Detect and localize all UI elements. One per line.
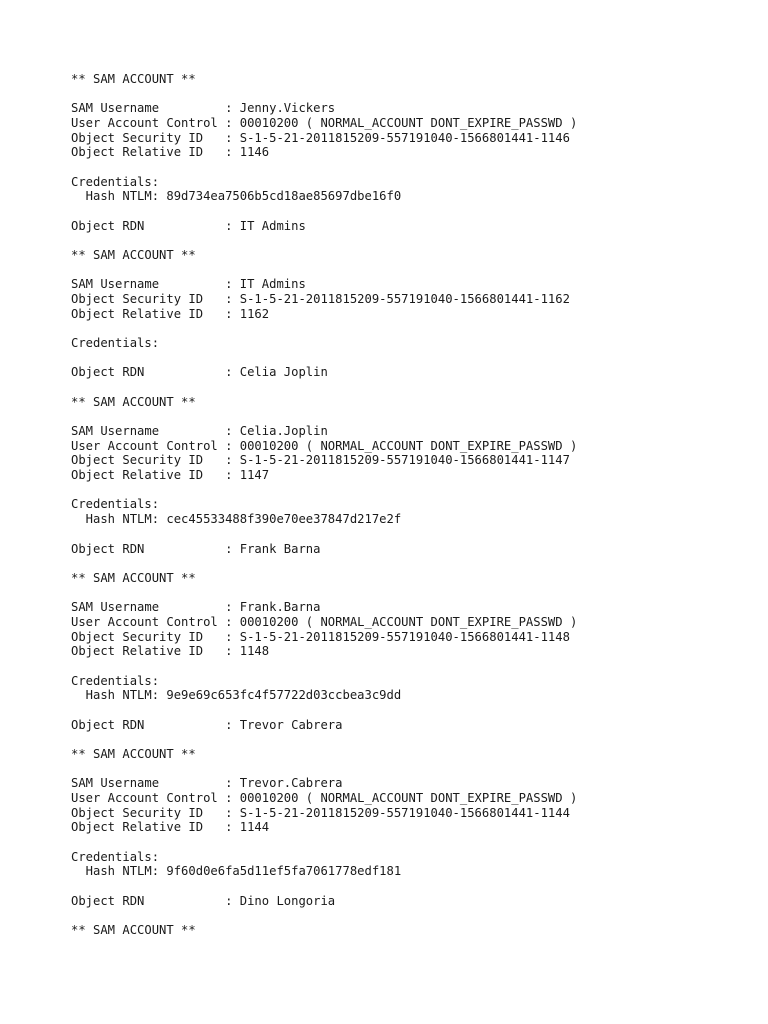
sam-account-header: ** SAM ACCOUNT **: [71, 394, 196, 409]
sam-account-header: ** SAM ACCOUNT **: [71, 248, 196, 263]
object-rdn-line: Object RDN : Dino Longoria: [71, 893, 336, 908]
sam-username-line: SAM Username : Frank.Barna: [71, 600, 321, 615]
blank-line: [71, 762, 748, 777]
object-security-id-line: Object Security ID : S-1-5-21-2011815209-557191040-1566801441-1147: [71, 453, 570, 468]
blank-line: [71, 703, 748, 718]
blank-line: [71, 351, 748, 366]
credentials-label: Credentials:: [71, 673, 160, 688]
object-relative-id-line: Object Relative ID : 1162: [71, 306, 270, 321]
ntlm-hash-line: Hash NTLM: 89d734ea7506b5cd18ae85697dbe16f0: [71, 189, 402, 204]
credentials-label: Credentials:: [71, 336, 160, 351]
object-rdn-line: Object RDN : Frank Barna: [71, 541, 321, 556]
document-body: [71, 72, 748, 938]
user-account-control-line: User Account Control : 00010200 ( NORMAL_ACCOUNT DONT_EXPIRE_PASSWD ): [71, 790, 578, 805]
user-account-control-line: User Account Control : 00010200 ( NORMAL_ACCOUNT DONT_EXPIRE_PASSWD ): [71, 116, 578, 131]
sam-account-header: ** SAM ACCOUNT **: [71, 746, 196, 761]
blank-line: [71, 556, 748, 571]
object-rdn-line: Object RDN : Trevor Cabrera: [71, 717, 343, 732]
user-account-control-line: User Account Control : 00010200 ( NORMAL_ACCOUNT DONT_EXPIRE_PASSWD ): [71, 614, 578, 629]
blank-line: [71, 87, 748, 102]
blank-line: [71, 586, 748, 601]
sam-username-line: SAM Username : Celia.Joplin: [71, 424, 328, 439]
credentials-label: Credentials:: [71, 849, 160, 864]
blank-line: [71, 732, 748, 747]
object-security-id-line: Object Security ID : S-1-5-21-2011815209-557191040-1566801441-1144: [71, 805, 570, 820]
sam-account-header: ** SAM ACCOUNT **: [71, 570, 196, 585]
sam-account-header: ** SAM ACCOUNT **: [71, 72, 196, 86]
object-relative-id-line: Object Relative ID : 1146: [71, 145, 270, 160]
blank-line: [71, 527, 748, 542]
blank-line: [71, 204, 748, 219]
ntlm-hash-line: Hash NTLM: 9e9e69c653fc4f57722d03ccbea3c9dd: [71, 688, 402, 703]
blank-line: [71, 659, 748, 674]
blank-line: [71, 233, 748, 248]
blank-line: [71, 908, 748, 923]
credentials-label: Credentials:: [71, 174, 160, 189]
credentials-label: Credentials:: [71, 497, 160, 512]
ntlm-hash-line: Hash NTLM: cec45533488f390e70ee37847d217e2f: [71, 512, 402, 527]
object-relative-id-line: Object Relative ID : 1147: [71, 468, 270, 483]
ntlm-hash-line: Hash NTLM: 9f60d0e6fa5d11ef5fa7061778edf181: [71, 864, 402, 879]
sam-username-line: SAM Username : Trevor.Cabrera: [71, 776, 343, 791]
blank-line: [71, 160, 748, 175]
object-security-id-line: Object Security ID : S-1-5-21-2011815209-557191040-1566801441-1162: [71, 292, 570, 307]
user-account-control-line: User Account Control : 00010200 ( NORMAL_ACCOUNT DONT_EXPIRE_PASSWD ): [71, 438, 578, 453]
blank-line: [71, 321, 748, 336]
blank-line: [71, 409, 748, 424]
sam-account-header: ** SAM ACCOUNT **: [71, 922, 196, 937]
object-security-id-line: Object Security ID : S-1-5-21-2011815209-557191040-1566801441-1148: [71, 629, 570, 644]
blank-line: [71, 380, 748, 395]
object-relative-id-line: Object Relative ID : 1148: [71, 644, 270, 659]
object-relative-id-line: Object Relative ID : 1144: [71, 820, 270, 835]
object-security-id-line: Object Security ID : S-1-5-21-2011815209-557191040-1566801441-1146: [71, 130, 570, 145]
object-rdn-line: Object RDN : IT Admins: [71, 218, 306, 233]
blank-line: [71, 483, 748, 498]
object-rdn-line: Object RDN : Celia Joplin: [71, 365, 328, 380]
sam-username-line: SAM Username : Jenny.Vickers: [71, 101, 336, 116]
sam-username-line: SAM Username : IT Admins: [71, 277, 306, 292]
blank-line: [71, 835, 748, 850]
blank-line: [71, 879, 748, 894]
blank-line: [71, 263, 748, 278]
